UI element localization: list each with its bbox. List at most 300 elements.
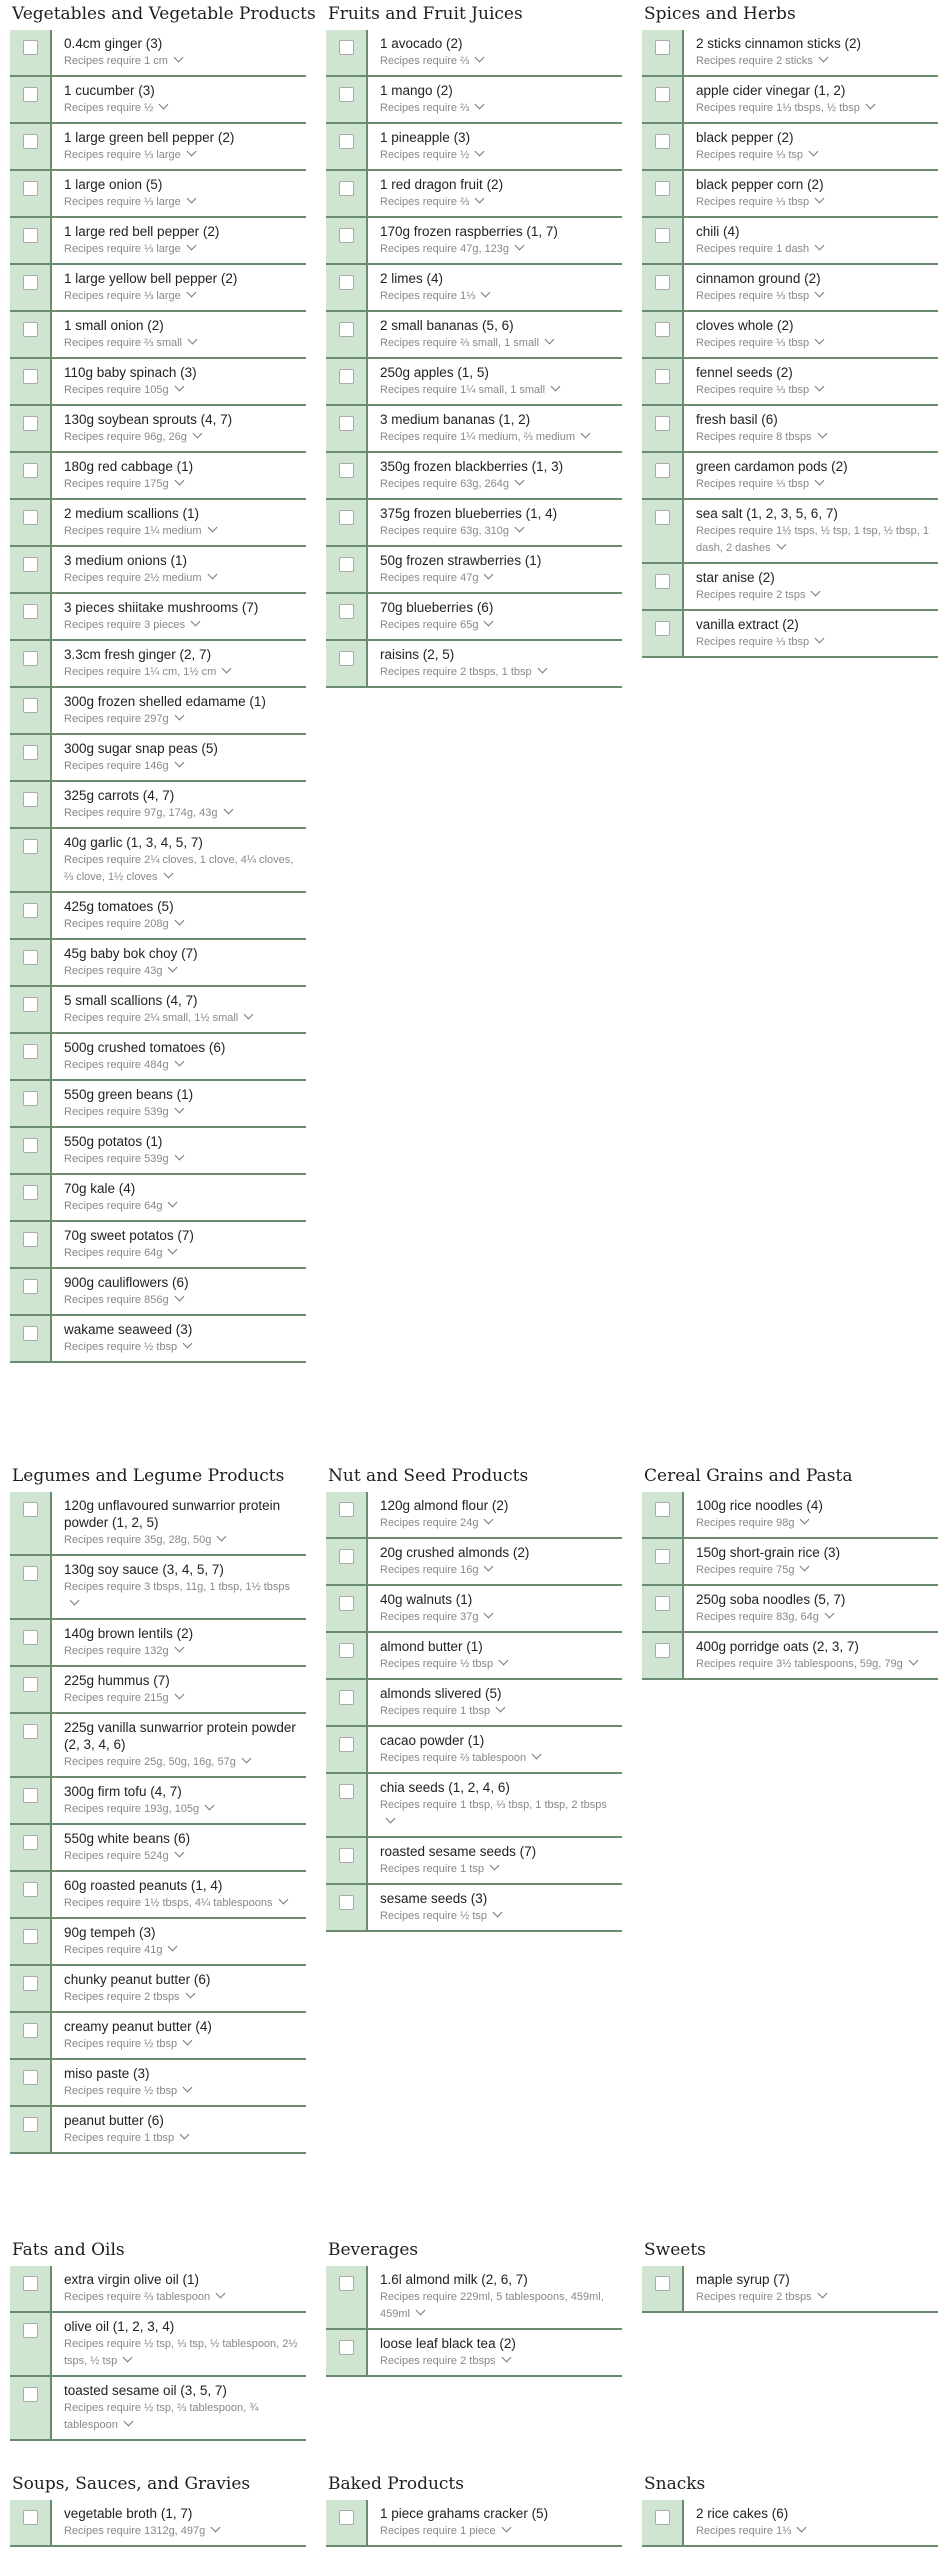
item-content — [52, 218, 306, 263]
list-item — [326, 1680, 622, 1727]
item-checkbox[interactable] — [655, 87, 670, 102]
item-name: 375g frozen blueberries (1, 4) — [380, 506, 558, 521]
item-checkbox[interactable] — [339, 134, 354, 149]
chevron-down-icon[interactable] — [174, 1057, 184, 1067]
requirement-text: Recipes require 132g — [64, 1645, 169, 1657]
item-requirement — [380, 1656, 616, 1673]
chevron-down-icon[interactable] — [174, 1292, 184, 1302]
item-content — [52, 1556, 306, 1618]
item-requirement — [380, 523, 616, 540]
item-checkbox[interactable] — [339, 557, 354, 572]
list-item — [326, 406, 622, 453]
item-checkbox[interactable] — [339, 510, 354, 525]
item-checkbox[interactable] — [23, 839, 38, 854]
item-requirement — [380, 1562, 616, 1579]
item-content — [368, 171, 622, 216]
chevron-down-icon[interactable] — [551, 382, 561, 392]
item-checkbox[interactable] — [339, 1502, 354, 1517]
chevron-down-icon[interactable] — [800, 1515, 810, 1525]
chevron-down-icon[interactable] — [484, 570, 494, 580]
requirement-text: Recipes require 3 pieces — [64, 619, 186, 631]
chevron-down-icon[interactable] — [222, 664, 232, 674]
chevron-down-icon[interactable] — [174, 1643, 184, 1653]
item-content — [684, 171, 938, 216]
chevron-down-icon[interactable] — [174, 1151, 184, 1161]
list-item — [10, 453, 306, 500]
checkbox-cell — [326, 124, 368, 169]
item-checkbox[interactable] — [655, 1596, 670, 1611]
item-name: 40g garlic (1, 3, 4, 5, 7) — [64, 835, 203, 850]
item-checkbox[interactable] — [339, 604, 354, 619]
list-item — [326, 359, 622, 406]
chevron-down-icon[interactable] — [241, 1754, 251, 1764]
item-checkbox[interactable] — [655, 1549, 670, 1564]
chevron-down-icon[interactable] — [159, 100, 169, 110]
item-checkbox[interactable] — [655, 621, 670, 636]
chevron-down-icon[interactable] — [501, 2523, 511, 2533]
item-checkbox[interactable] — [23, 557, 38, 572]
chevron-down-icon[interactable] — [168, 1198, 178, 1208]
item-checkbox[interactable] — [23, 698, 38, 713]
chevron-down-icon[interactable] — [183, 2083, 193, 2093]
item-checkbox[interactable] — [23, 1929, 38, 1944]
item-name: 1 large red bell pepper (2) — [64, 224, 220, 239]
chevron-down-icon[interactable] — [499, 1656, 509, 1666]
item-requirement — [64, 1754, 300, 1771]
chevron-down-icon[interactable] — [817, 429, 827, 439]
chevron-down-icon[interactable] — [174, 476, 184, 486]
item-checkbox[interactable] — [23, 745, 38, 760]
chevron-down-icon[interactable] — [537, 664, 547, 674]
item-checkbox[interactable] — [23, 1630, 38, 1645]
item-requirement — [64, 1532, 300, 1549]
checkbox-cell — [326, 312, 368, 357]
item-requirement — [64, 617, 300, 634]
item-checkbox[interactable] — [23, 950, 38, 965]
chevron-down-icon[interactable] — [581, 429, 591, 439]
item-checkbox[interactable] — [655, 1502, 670, 1517]
chevron-down-icon[interactable] — [174, 916, 184, 926]
item-checkbox[interactable] — [23, 1138, 38, 1153]
item-requirement — [380, 664, 616, 681]
chevron-down-icon[interactable] — [809, 147, 819, 157]
chevron-down-icon[interactable] — [186, 194, 196, 204]
chevron-down-icon[interactable] — [815, 335, 825, 345]
item-checkbox[interactable] — [23, 2387, 38, 2402]
chevron-down-icon[interactable] — [186, 147, 196, 157]
checkbox-cell — [326, 2500, 368, 2545]
chevron-down-icon[interactable] — [484, 1515, 494, 1525]
list-item — [10, 735, 306, 782]
chevron-down-icon[interactable] — [123, 2353, 133, 2363]
list-item — [326, 1774, 622, 1838]
item-checkbox[interactable] — [23, 275, 38, 290]
item-checkbox[interactable] — [655, 416, 670, 431]
item-name: 40g walnuts (1) — [380, 1592, 473, 1607]
item-content — [368, 641, 622, 686]
chevron-down-icon[interactable] — [192, 429, 202, 439]
chevron-down-icon[interactable] — [180, 2130, 190, 2140]
item-content — [52, 1919, 306, 1964]
item-checkbox[interactable] — [339, 181, 354, 196]
item-checkbox[interactable] — [23, 463, 38, 478]
item-requirement — [64, 852, 300, 886]
list-item — [10, 940, 306, 987]
list-item — [326, 171, 622, 218]
item-checkbox[interactable] — [339, 369, 354, 384]
requirement-text: Recipes require ⅓ large — [64, 243, 181, 255]
item-content — [52, 2013, 306, 2058]
item-checkbox[interactable] — [23, 416, 38, 431]
chevron-down-icon[interactable] — [278, 1895, 288, 1905]
chevron-down-icon[interactable] — [185, 1989, 195, 1999]
item-content — [368, 406, 622, 451]
item-checkbox[interactable] — [23, 1976, 38, 1991]
checkbox-cell — [326, 1680, 368, 1725]
item-content — [684, 2266, 938, 2311]
item-checkbox[interactable] — [339, 40, 354, 55]
chevron-down-icon[interactable] — [475, 53, 485, 63]
item-name: 3 medium onions (1) — [64, 553, 188, 568]
chevron-down-icon[interactable] — [815, 634, 825, 644]
item-checkbox[interactable] — [23, 1279, 38, 1294]
item-checkbox[interactable] — [655, 1643, 670, 1658]
category-grains — [642, 1464, 938, 1680]
chevron-down-icon[interactable] — [865, 100, 875, 110]
chevron-down-icon[interactable] — [484, 1562, 494, 1572]
item-checkbox[interactable] — [23, 2276, 38, 2291]
item-checkbox[interactable] — [23, 1185, 38, 1200]
item-checkbox[interactable] — [655, 228, 670, 243]
chevron-down-icon[interactable] — [815, 476, 825, 486]
item-requirement — [696, 2523, 932, 2540]
chevron-down-icon[interactable] — [824, 1609, 834, 1619]
item-checkbox[interactable] — [655, 369, 670, 384]
item-checkbox[interactable] — [23, 651, 38, 666]
chevron-down-icon[interactable] — [173, 53, 183, 63]
item-checkbox[interactable] — [339, 1848, 354, 1863]
category-title: Baked Products — [328, 2474, 464, 2494]
chevron-down-icon[interactable] — [174, 382, 184, 392]
item-checkbox[interactable] — [655, 134, 670, 149]
chevron-down-icon[interactable] — [207, 570, 217, 580]
chevron-down-icon[interactable] — [475, 194, 485, 204]
item-checkbox[interactable] — [23, 2323, 38, 2338]
list-item — [10, 406, 306, 453]
item-requirement — [64, 100, 300, 117]
requirement-text: Recipes require 1½ tbsps, 4¼ tablespoons — [64, 1897, 273, 1909]
item-checkbox[interactable] — [23, 510, 38, 525]
item-checkbox[interactable] — [23, 997, 38, 1012]
item-name: 1 red dragon fruit (2) — [380, 177, 504, 192]
item-content — [368, 77, 622, 122]
item-checkbox[interactable] — [23, 604, 38, 619]
item-checkbox[interactable] — [339, 416, 354, 431]
item-requirement — [64, 288, 300, 305]
item-checkbox[interactable] — [339, 1690, 354, 1705]
checkbox-cell — [10, 30, 52, 75]
item-name: loose leaf black tea (2) — [380, 2336, 516, 2351]
item-checkbox[interactable] — [655, 463, 670, 478]
requirement-text: Recipes require 1⅓ — [380, 290, 476, 302]
item-checkbox[interactable] — [339, 1596, 354, 1611]
item-checkbox[interactable] — [23, 134, 38, 149]
item-checkbox[interactable] — [655, 2276, 670, 2291]
chevron-down-icon[interactable] — [191, 617, 201, 627]
chevron-down-icon[interactable] — [515, 523, 525, 533]
requirement-text: Recipes require 1 dash — [696, 243, 810, 255]
chevron-down-icon[interactable] — [216, 2289, 226, 2299]
item-checkbox[interactable] — [339, 1784, 354, 1799]
chevron-down-icon[interactable] — [484, 617, 494, 627]
chevron-down-icon[interactable] — [163, 869, 173, 879]
item-checkbox[interactable] — [23, 1835, 38, 1850]
item-checkbox[interactable] — [655, 275, 670, 290]
item-name: chili (4) — [696, 224, 740, 239]
requirement-text: Recipes require ⅓ large — [64, 149, 181, 161]
checkbox-cell — [642, 77, 684, 122]
chevron-down-icon[interactable] — [532, 1750, 542, 1760]
chevron-down-icon[interactable] — [174, 758, 184, 768]
item-checkbox[interactable] — [23, 1502, 38, 1517]
item-checkbox[interactable] — [23, 1882, 38, 1897]
item-checkbox[interactable] — [339, 322, 354, 337]
item-requirement — [696, 1656, 932, 1673]
item-content — [368, 2500, 622, 2545]
item-name: toasted sesame oil (3, 5, 7) — [64, 2383, 227, 2398]
item-name: creamy peanut butter (4) — [64, 2019, 212, 2034]
list-item — [10, 30, 306, 77]
chevron-down-icon[interactable] — [205, 1801, 215, 1811]
chevron-down-icon[interactable] — [174, 711, 184, 721]
chevron-down-icon[interactable] — [815, 194, 825, 204]
requirement-text: Recipes require ½ — [380, 149, 470, 161]
requirement-text: Recipes require ½ tbsp — [64, 1341, 178, 1353]
chevron-down-icon[interactable] — [168, 963, 178, 973]
chevron-down-icon[interactable] — [818, 53, 828, 63]
chevron-down-icon[interactable] — [908, 1656, 918, 1666]
item-requirement — [64, 523, 300, 540]
requirement-text: Recipes require ⅓ large — [64, 290, 181, 302]
chevron-down-icon[interactable] — [501, 2353, 511, 2363]
list-item — [10, 1919, 306, 1966]
chevron-down-icon[interactable] — [244, 1010, 254, 1020]
chevron-down-icon[interactable] — [490, 1861, 500, 1871]
chevron-down-icon[interactable] — [386, 1814, 396, 1824]
chevron-down-icon[interactable] — [776, 540, 786, 550]
item-name: 550g green beans (1) — [64, 1087, 194, 1102]
checkbox-cell — [10, 359, 52, 404]
item-checkbox[interactable] — [23, 1044, 38, 1059]
chevron-down-icon[interactable] — [183, 2036, 193, 2046]
item-checkbox[interactable] — [655, 574, 670, 589]
list-item — [10, 641, 306, 688]
checkbox-cell — [642, 265, 684, 310]
item-checkbox[interactable] — [23, 322, 38, 337]
item-checkbox[interactable] — [23, 1091, 38, 1106]
item-requirement — [64, 1057, 300, 1074]
item-checkbox[interactable] — [339, 2276, 354, 2291]
list-item — [326, 547, 622, 594]
item-content — [52, 1714, 306, 1776]
chevron-down-icon[interactable] — [70, 1596, 80, 1606]
item-name: olive oil (1, 2, 3, 4) — [64, 2319, 175, 2334]
item-content — [684, 359, 938, 404]
item-name: 110g baby spinach (3) — [64, 365, 197, 380]
item-checkbox[interactable] — [23, 181, 38, 196]
item-checkbox[interactable] — [23, 369, 38, 384]
chevron-down-icon[interactable] — [800, 1562, 810, 1572]
item-checkbox[interactable] — [23, 1788, 38, 1803]
chevron-down-icon[interactable] — [811, 587, 821, 597]
item-checkbox[interactable] — [23, 87, 38, 102]
item-requirement — [64, 2083, 300, 2100]
chevron-down-icon[interactable] — [493, 1908, 503, 1918]
checkbox-cell — [10, 2313, 52, 2375]
item-checkbox[interactable] — [23, 40, 38, 55]
requirement-text: Recipes require 1 tbsp, ⅓ tbsp, 1 tbsp, 2 tbsps — [380, 1799, 607, 1811]
item-checkbox[interactable] — [23, 228, 38, 243]
requirement-text: Recipes require ⅓ tbsp — [696, 636, 810, 648]
list-item — [10, 77, 306, 124]
list-item — [642, 611, 938, 658]
chevron-down-icon[interactable] — [174, 1690, 184, 1700]
item-requirement — [64, 476, 300, 493]
chevron-down-icon[interactable] — [815, 241, 825, 251]
checkbox-cell — [10, 1222, 52, 1267]
checkbox-cell — [10, 1620, 52, 1665]
item-requirement — [380, 2353, 616, 2370]
chevron-down-icon[interactable] — [168, 1942, 178, 1952]
item-name: 50g frozen strawberries (1) — [380, 553, 542, 568]
item-requirement — [64, 2336, 300, 2370]
item-requirement — [380, 1750, 616, 1767]
requirement-text: Recipes require 24g — [380, 1517, 479, 1529]
list-item — [10, 1128, 306, 1175]
chevron-down-icon[interactable] — [223, 805, 233, 815]
chevron-down-icon[interactable] — [815, 288, 825, 298]
checkbox-cell — [10, 1316, 52, 1361]
item-checkbox[interactable] — [339, 1737, 354, 1752]
requirement-text: Recipes require 208g — [64, 918, 169, 930]
checkbox-cell — [642, 1586, 684, 1631]
item-checkbox[interactable] — [23, 2510, 38, 2525]
item-checkbox[interactable] — [23, 1677, 38, 1692]
item-checkbox[interactable] — [23, 2117, 38, 2132]
item-name: 1 pineapple (3) — [380, 130, 471, 145]
item-content — [684, 1539, 938, 1584]
chevron-down-icon[interactable] — [515, 476, 525, 486]
chevron-down-icon[interactable] — [416, 2306, 426, 2316]
chevron-down-icon[interactable] — [183, 1339, 193, 1349]
chevron-down-icon[interactable] — [515, 241, 525, 251]
chevron-down-icon[interactable] — [186, 241, 196, 251]
item-name: roasted sesame seeds (7) — [380, 1844, 537, 1859]
item-checkbox[interactable] — [339, 87, 354, 102]
item-checkbox[interactable] — [655, 181, 670, 196]
item-content — [52, 77, 306, 122]
chevron-down-icon[interactable] — [545, 335, 555, 345]
requirement-text: Recipes require ½ tbsp — [64, 2038, 178, 2050]
item-checkbox[interactable] — [339, 1643, 354, 1658]
item-checkbox[interactable] — [23, 903, 38, 918]
item-checkbox[interactable] — [339, 228, 354, 243]
item-checkbox[interactable] — [23, 792, 38, 807]
item-name: 20g crushed almonds (2) — [380, 1545, 530, 1560]
list-item — [10, 1620, 306, 1667]
chevron-down-icon[interactable] — [123, 2417, 133, 2427]
chevron-down-icon[interactable] — [496, 1703, 506, 1713]
list-item — [326, 312, 622, 359]
chevron-down-icon[interactable] — [815, 382, 825, 392]
item-requirement — [380, 147, 616, 164]
item-checkbox[interactable] — [655, 510, 670, 525]
item-checkbox[interactable] — [339, 2340, 354, 2355]
item-checkbox[interactable] — [339, 1895, 354, 1910]
chevron-down-icon[interactable] — [207, 523, 217, 533]
chevron-down-icon[interactable] — [475, 147, 485, 157]
chevron-down-icon[interactable] — [188, 335, 198, 345]
requirement-text: Recipes require 1¼ small, 1 small — [380, 384, 546, 396]
item-checkbox[interactable] — [23, 1724, 38, 1739]
category-title: Beverages — [328, 2240, 419, 2260]
item-checkbox[interactable] — [23, 2023, 38, 2038]
item-checkbox[interactable] — [339, 463, 354, 478]
chevron-down-icon[interactable] — [168, 1245, 178, 1255]
item-checkbox[interactable] — [339, 275, 354, 290]
chevron-down-icon[interactable] — [475, 100, 485, 110]
chevron-down-icon[interactable] — [211, 2523, 221, 2533]
requirement-text: Recipes require ⅓ tbsp — [696, 196, 810, 208]
chevron-down-icon[interactable] — [217, 1532, 227, 1542]
chevron-down-icon[interactable] — [817, 2289, 827, 2299]
item-content — [52, 1825, 306, 1870]
item-checkbox[interactable] — [339, 1549, 354, 1564]
item-checkbox[interactable] — [23, 1566, 38, 1581]
item-name: 250g soba noodles (5, 7) — [696, 1592, 846, 1607]
item-content — [368, 1492, 622, 1537]
item-content — [52, 1034, 306, 1079]
item-requirement — [380, 53, 616, 70]
chevron-down-icon[interactable] — [186, 288, 196, 298]
checkbox-cell — [326, 500, 368, 545]
item-name: black pepper corn (2) — [696, 177, 824, 192]
item-checkbox[interactable] — [23, 1232, 38, 1247]
list-item — [10, 1714, 306, 1778]
requirement-text: Recipes require 146g — [64, 760, 169, 772]
chevron-down-icon[interactable] — [481, 288, 491, 298]
chevron-down-icon[interactable] — [797, 2523, 807, 2533]
checkbox-cell — [10, 987, 52, 1032]
item-checkbox[interactable] — [23, 2070, 38, 2085]
chevron-down-icon[interactable] — [174, 1104, 184, 1114]
item-checkbox[interactable] — [655, 40, 670, 55]
item-checkbox[interactable] — [655, 2510, 670, 2525]
requirement-text: Recipes require 75g — [696, 1564, 795, 1576]
checkbox-cell — [10, 2107, 52, 2152]
item-checkbox[interactable] — [23, 1326, 38, 1341]
item-content — [684, 124, 938, 169]
chevron-down-icon[interactable] — [174, 1848, 184, 1858]
chevron-down-icon[interactable] — [484, 1609, 494, 1619]
item-checkbox[interactable] — [339, 2510, 354, 2525]
item-content — [368, 1633, 622, 1678]
item-content — [368, 1838, 622, 1883]
item-checkbox[interactable] — [655, 322, 670, 337]
requirement-text: Recipes require ⅓ tbsp — [696, 478, 810, 490]
item-checkbox[interactable] — [339, 651, 354, 666]
item-name: star anise (2) — [696, 570, 775, 585]
